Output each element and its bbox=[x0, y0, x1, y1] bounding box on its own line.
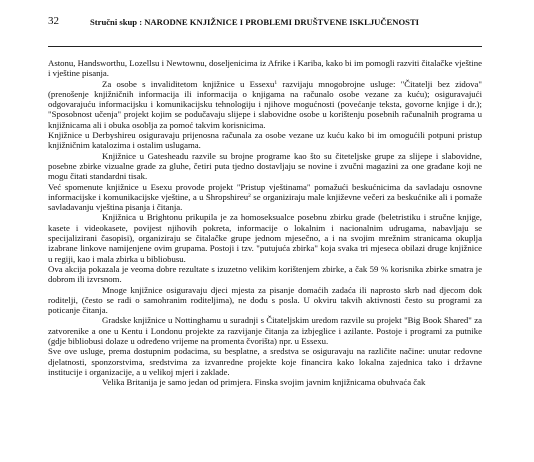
paragraph bbox=[48, 285, 482, 316]
paragraph bbox=[48, 212, 482, 263]
paragraph bbox=[48, 264, 482, 285]
body-text bbox=[48, 58, 482, 388]
paragraph-text: razvijaju mnogobrojne usluge: "Čitatelji bez zidova" (prenošenje knjižničnih informacija ili informacija o knjigama na računalo osobe vezane za kuću); osiguravajući odgovarajuću informacijsku i komunikacijsku tehnologiju i njihove mogućnosti (povećanje teksta, govorne knjige i dr.); "Sposobnost učenja" projekt kojim se podučavaju slijepe i slabovidne osobe u korištenju posebnih računalnih programa u knjižnicama ali i obuka osoblja za pomoć takvim korisnicima. bbox=[48, 78, 482, 130]
paragraph-text: Već spomenute knjižnice u Esexu provode projekt "Pristup vještinama" pomažući beskućnicima da savladaju osnovne informacijske i komunikacijske vještine, a u Shropshireu bbox=[48, 181, 482, 202]
paragraph bbox=[48, 377, 482, 387]
paragraph bbox=[48, 58, 482, 79]
paragraph-text: Za osobe s invaliditetom knjižnice u Essexu bbox=[102, 78, 275, 89]
running-header bbox=[48, 9, 488, 33]
paragraph bbox=[48, 346, 482, 377]
paragraph bbox=[48, 130, 482, 151]
paragraph bbox=[48, 182, 482, 213]
paragraph bbox=[48, 151, 482, 182]
paragraph-text: Knjižnica u Brightonu prikupila je za homoseksualce posebnu zbirku grade (beletristiku i stručne knjige, kasete i videokasete, povijest njihovih pokreta, informacije o lokalnim i nacionalnim udrugama, nabavljaju se specijalizirani časopisi), organiziraju se čitalačke grupe jednom mjesečno, a i na svojim mrežnim stranicama okuplja izabrane linkove namijenjene ovim grupama. Postoji i tzv. "putujuća zbirka" koja svaka tri mjeseca obilazi druge knjižnice u regiji, kao i mala zbirka u bibliobusu. bbox=[48, 212, 482, 264]
paragraph-text: Ova akcija pokazala je veoma dobre rezultate s izuzetno velikim korištenjem zbirke, a čak 59 % korisnika zbirke smatra je dobrom ili izvrsnom. bbox=[48, 263, 482, 285]
footnote-marker: 1 bbox=[274, 79, 278, 86]
paragraph bbox=[48, 315, 482, 346]
paragraph-text: Gradske knjižnice u Nottinghamu u suradnji s Čitateljskim uredom razvile su projekt "Big Book Shared" za zatvorenike a one u Kentu i Londonu projekte za razvijanje čitanja za izbjeglice i azilante. Postoje i programi za putnike (gdje bibliobusi dolaze u određeno vrijeme na promenta čvorišta) npr. u Essexu. bbox=[48, 315, 482, 347]
paragraph bbox=[48, 79, 482, 130]
paragraph-text: Velika Britanija je samo jedan od primjera. Finska svojim javnim knjižnicama obuhvaća čak bbox=[102, 377, 426, 388]
paragraph-text: Knjižnice u Derbyshireu osiguravaju prijenosna računala za osobe vezane uz kuću kako bi im omogućili potpuni pristup knjižničnim katalozima i ostalim uslugama. bbox=[48, 130, 482, 151]
running-title: Stručni skup : NARODNE KNJIŽNICE I PROBLEMI DRUŠTVENE ISKLJUČENOSTI bbox=[90, 17, 420, 27]
header-rule bbox=[48, 46, 482, 47]
paragraph-text: Knjižnice u Gatesheadu razvile su brojne programe kao što su čiteteljske grupe za slijepe i slabovidne, posebne zbirke vizualne grade za gluhe, četiri puta tjedno dostavljaju se novine i zvučni magazini za one građane koji ne mogu čitati standardni tisak. bbox=[48, 150, 482, 182]
paragraph-text: se organiziraju male književne večeri za beskućnike ali i pomaže savladavanju vještina pisanja i čitanja. bbox=[48, 191, 482, 213]
footnote-marker: 2 bbox=[248, 192, 251, 199]
page-number: 32 bbox=[48, 15, 59, 27]
paragraph-text: Astonu, Handsworthu, Lozellsu i Newtownu, doseljenicima iz Afrike i Kariba, kako bi im pomogli razviti čitalačke vještine i vještine pisanja. bbox=[48, 58, 482, 79]
paragraph-text: Sve ove usluge, prema dostupnim podacima, su besplatne, a sredstva se osiguravaju na različite načine: unutar redovne djelatnosti, sponzorstvima, sredstvima za izvanredne projekte koje financira kako lokalna zajednica tako i državne institucije i organizacije, a u velikoj mjeri i zaklade. bbox=[48, 346, 482, 377]
paragraph-text: Mnoge knjižnice osiguravaju djeci mjesta za pisanje domaćih zadaća ili naprosto skrb nad djecom dok roditelji, (često se radi o samohranim roditeljima), ne dođu s posla. U okviru takvih aktivnosti često su programi za poticanje čitanja. bbox=[48, 284, 482, 316]
